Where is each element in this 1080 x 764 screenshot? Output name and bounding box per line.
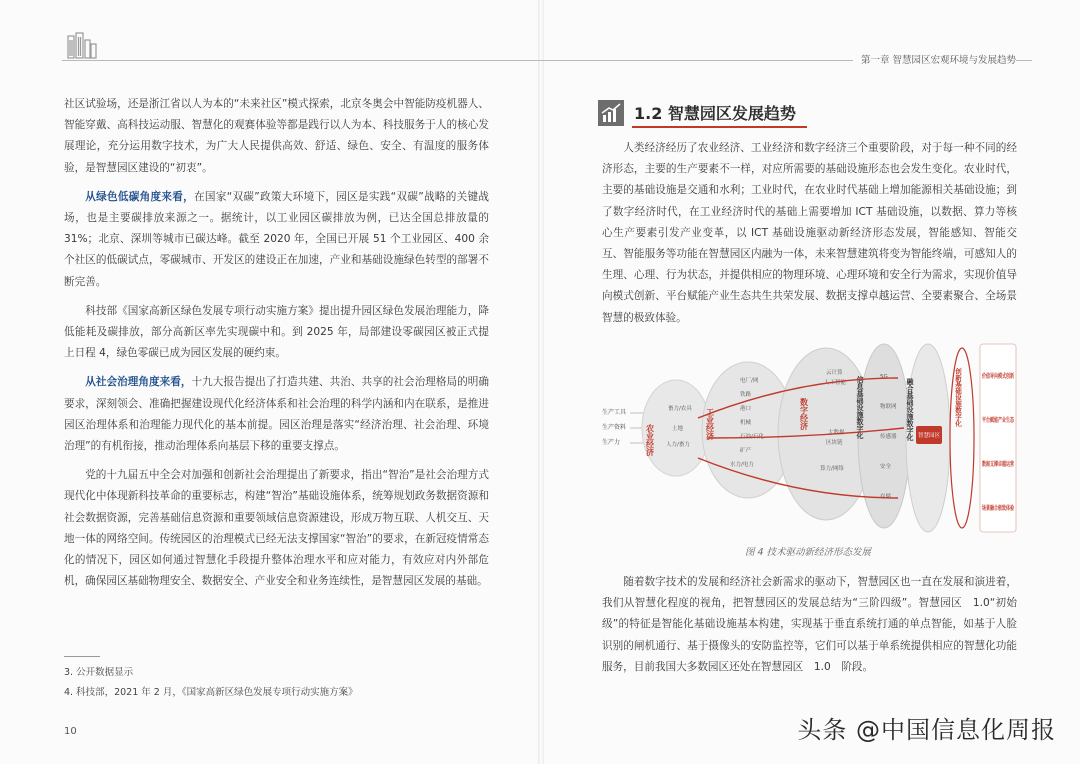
fig-agri-title: 农业经济 (645, 424, 655, 456)
fig-indu-item: 港口 (740, 406, 752, 412)
section-heading (598, 100, 808, 126)
fig-digi-item: 人工智能 (824, 380, 847, 386)
fig-indu-title: 工业经济 (705, 408, 715, 440)
figure-caption: 图 4 技术驱动新经济形态发展 (744, 547, 872, 558)
paragraph-3: 科技部《国家高新区绿色发展专项行动实施方案》提出提升园区绿色发展治理能力，降低能耗及碳排放，部分高新区率先实现碳中和。到 2025 年，局部建设零碳园区被正式提上日程 4，绿色零碳已成为园区发展的硬约束。 (64, 304, 489, 360)
paragraph-1: 社区试验场，还是浙江省以人为本的“未来社区”模式探索，北京冬奥会中智能防疫机器人、智能穿戴、高科技运动服、智慧化的观赛体验等都是践行以人为本、科技服务于人的核心发展理论，充分运用数字技术，为广大人民提供高效、舒适、绿色、安全、有温度的服务体验，是智慧园区建设的“初衷”。 (64, 98, 489, 174)
fig-input-productivity: 生产力 (602, 439, 621, 446)
right-column-bottom (602, 572, 1017, 686)
paragraph-three-stages: 随着数字技术的发展和经济社会新需求的驱动下，智慧园区也一直在发展和演进着，我们从智慧化程度的视角，把智慧园区的发展总结为“三阶四级”。智慧园区 1.0“初始级”的特征是智能化基础设施基本构建，实现基于垂直系统打通的单点智能，如基于人脸识别的闸机通行、基于摄像头的安防监控等，它们可以基于单系统提供相应的智慧化功能服务，目前我国大多数园区还处在智慧园区 1.0 阶段。 (602, 576, 1017, 673)
fig-input-materials: 生产资料 (602, 424, 627, 431)
footnote-4: 4. 科技部，2021 年 2 月，《国家高新区绿色发展专项行动实施方案》 (64, 687, 358, 698)
green-lowcarbon-heading: 从绿色低碳角度来看， (85, 190, 195, 203)
fig-output-4: 场景融合极致体验 (982, 505, 1031, 512)
watermark: 头条 @中国信息化周报 (797, 716, 1056, 744)
fig-input-tools: 生产工具 (602, 409, 627, 416)
paragraph-economy: 人类经济经历了农业经济、工业经济和数字经济三个重要阶段，对于每一种不同的经济形态，主要的生产要素不一样，对应所需要的基础设施形态也会发生变化。农业时代，主要的基础设施是交通和水利；工业时代，在农业时代基础上增加能源相关基础设施；到了数字经济时代，在工业经济时代的基础上需要增加 ICT 基础设施，以数据、算力等核心生产要素引发产业变革，以 ICT 基础设施驱动新经济形态发展，智能感知、智能交互、智能服务等功能在智慧园区内融为一体，未来智慧建筑将变为智能终端，可感知人的生理、心理、行为状态，并提供相应的物理环境、心理环境和安全行为需求，实现价值导向模式创新、平台赋能产业生态共生共荣发展、数据支撑卓越运营、全要素聚合、全场景智慧的极致体验。 (602, 142, 1017, 324)
book-gutter (538, 0, 544, 764)
fig-agri-item: 土地 (672, 426, 684, 432)
fig-indu-item: 机械 (740, 420, 752, 426)
fig-digi-title: 数字经济 (799, 398, 809, 430)
fig-digi-item: 算力/网络 (820, 466, 844, 472)
economy-evolution-diagram (598, 338, 1031, 538)
section-title-underline (632, 126, 807, 128)
fig-indu-item: 电厂/网 (740, 378, 759, 384)
fig-indu-item: 矿产 (740, 448, 752, 454)
paragraph-green: 从绿色低碳角度来看，在国家“双碳”政策大环境下，园区是实践“双碳”战略的关键战场，也是主要碳排放来源之一。据统计，以工业园区碳排放为例，已达全国总排放量的31%；北京、深圳等城市已碳达峰。截至 2020 年，全国已开展 51 个工业园区、400 余个社区的低碳试点，零碳城市、开发区的建设正在加速，产业和基础设施绿色转型的部署不断完善。 (64, 190, 490, 288)
fig-output-1: 价值导向模式创新 (982, 373, 1031, 380)
fig-indu-item: 石油/石化 (740, 434, 764, 440)
footnote-3: 3. 公开数据显示 (64, 667, 134, 678)
fig-digi-item: 区块链 (826, 440, 843, 446)
chart-growth-icon (598, 100, 624, 126)
fig-output-2: 平台赋能产业生态 (982, 417, 1031, 424)
left-column (64, 94, 489, 600)
chapter-header: 第一章 智慧园区宏观环境与发展趋势 (853, 52, 1016, 66)
fig-agri-item: 畜力/农具 (668, 406, 692, 412)
fig-indu-item: 水力/电力 (730, 462, 754, 468)
fig-info-item: 安全 (880, 464, 892, 470)
fig-fusion-title: 融合基础设施数字化 (906, 378, 914, 441)
fig-output-3: 数据支撑卓越运营 (982, 461, 1031, 468)
fig-digi-item: 大数据 (828, 430, 845, 436)
paragraph-governance: 从社会治理角度来看，十九大报告提出了打造共建、共治、共享的社会治理格局的明确要求，深刻领会、准确把握建设现代化经济体系和社会治理的科学内涵和内在联系，是推进园区治理体系和治理能力现代化的基本前提。园区治理是落实“经济治理、社会治理、环境治理”的有机衔接，推动治理体系向基层下移的重要支撑点。 (64, 376, 490, 453)
fig-digi-item: 云计算 (826, 370, 843, 376)
fig-info-item: 5G (880, 374, 888, 380)
fig-info-item: 物联网 (880, 404, 897, 410)
fig-fusion-sub: 智慧园区 (918, 433, 941, 439)
section-title: 1.2 智慧园区发展趋势 (634, 104, 796, 123)
fig-info-item: 存储 (880, 494, 892, 500)
fig-indu-item: 铁路 (740, 392, 752, 398)
right-column-top (602, 138, 1017, 337)
building-logo-icon (66, 32, 98, 60)
page-number: 10 (64, 726, 77, 737)
fig-info-title: 信息基础设施数字化 (856, 376, 864, 439)
footnote-rule (64, 656, 100, 657)
fig-innov-title: 创新基础设施数字化 (954, 368, 962, 427)
paragraph-5: 党的十九届五中全会对加强和创新社会治理提出了新要求，指出“智治”是社会治理方式现代化中体现新科技革命的重要标志，构建“智治”基础设施体系，统筹规划政务数据资源和社会数据资源，完善基础信息资源和重要领域信息资源建设，形成万物互联、人机交互、天地一体的网络空间。传统园区的治理模式已经无法支撑国家“智治”的要求，在新冠疫情常态化的情况下，园区如何通过智慧化手段提升整体治理水平和应对能力，有效应对内外部危机，确保园区基础物理安全、数据安全、产业安全和业务连续性，是智慧园区发展的基础。 (64, 469, 489, 588)
fig-info-item: 传感器 (880, 434, 897, 440)
social-governance-heading: 从社会治理角度来看， (85, 376, 192, 389)
fig-agri-item: 人力/畜力 (666, 442, 690, 448)
